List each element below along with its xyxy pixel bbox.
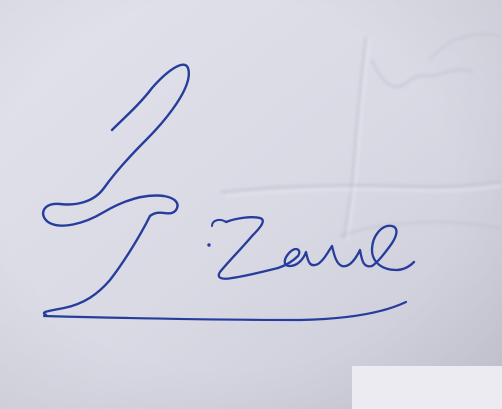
signature-dot (207, 243, 210, 246)
paper-light-patch (352, 366, 502, 409)
